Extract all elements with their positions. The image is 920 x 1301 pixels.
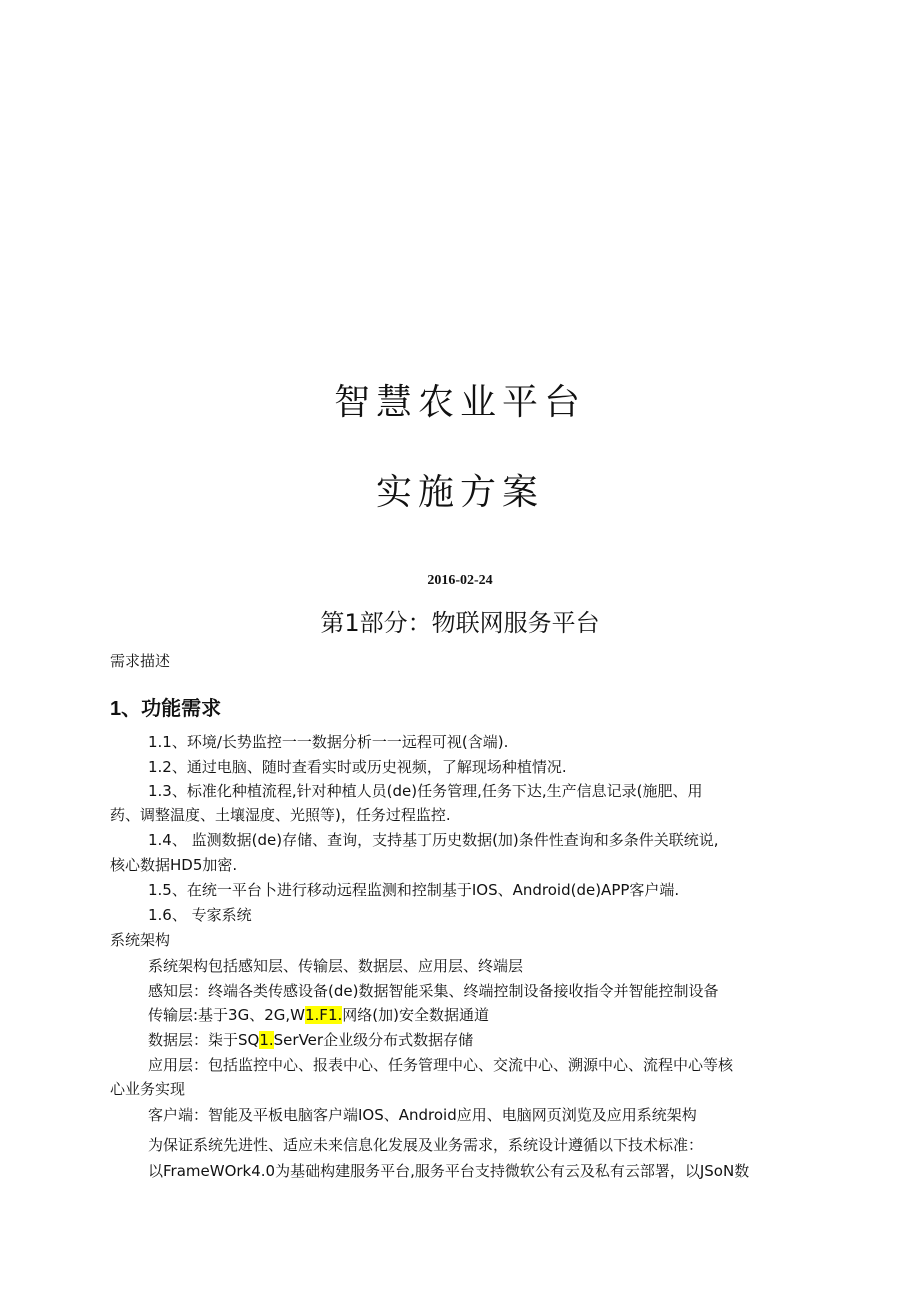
requirement-item: 1.1、环境/长势监控一一数据分析一一远程可视(含端). bbox=[148, 733, 509, 751]
data-highlight: 1. bbox=[259, 1031, 274, 1049]
architecture-transport-layer bbox=[148, 1004, 489, 1026]
transport-text-start: 传输层:基于3G、2G,W bbox=[148, 1006, 305, 1024]
section-label-architecture: 系统架构 bbox=[110, 931, 171, 949]
architecture-intro: 系统架构包括感知层、传输层、数据层、应用层、终端层 bbox=[148, 957, 524, 975]
requirement-item-continued: 药、调整温度、土壤湿度、光照等)，任务过程监控. bbox=[110, 806, 451, 824]
document-title: 智慧农业平台 bbox=[333, 382, 586, 423]
section-label-requirements: 需求描述 bbox=[110, 652, 171, 670]
requirement-item: 1.4、 监测数据(de)存储、查询，支持基丁历史数据(加)条件性查询和多条件关联统说, bbox=[148, 831, 719, 849]
architecture-data-layer bbox=[148, 1029, 473, 1051]
architecture-client: 客户端：智能及平板电脑客户端IOS、Android应用、电脑网页浏览及应用系统架构 bbox=[148, 1106, 697, 1124]
framework-paragraph: 以FrameWOrk4.0为基础构建服务平台,服务平台支持微软公有云及私有云部署，以JSoN数 bbox=[148, 1162, 750, 1180]
document-subtitle: 实施方案 bbox=[375, 472, 544, 513]
data-text-end: SerVer企业级分布式数据存储 bbox=[273, 1031, 474, 1049]
requirement-item: 1.5、在统一平台卜进行移动远程监测和控制基于IOS、Android(de)APP客户端. bbox=[148, 881, 680, 899]
requirement-item: 1.2、通过电脑、随时查看实时或历史视频，了解现场种植情况. bbox=[148, 758, 567, 776]
transport-highlight: 1.F1. bbox=[305, 1006, 343, 1024]
requirement-item: 1.6、 专家系统 bbox=[148, 906, 252, 924]
part-title: 第1部分：物联网服务平台 bbox=[320, 609, 600, 637]
architecture-application-layer-continued: 心业务实现 bbox=[110, 1080, 186, 1098]
technical-standards: 为保证系统先进性、适应未来信息化发展及业务需求，系统设计遵循以下技术标准： bbox=[148, 1136, 704, 1154]
requirement-item-continued: 核心数据HD5加密. bbox=[110, 856, 238, 874]
requirement-item: 1.3、标准化种植流程,针对种植人员(de)任务管理,任务下达,生产信息记录(施肥、用 bbox=[148, 782, 703, 800]
document-date: 2016-02-24 bbox=[427, 573, 493, 588]
transport-text-end: 网络(加)安全数据通道 bbox=[342, 1006, 489, 1024]
architecture-application-layer: 应用层：包括监控中心、报表中心、任务管理中心、交流中心、溯源中心、流程中心等核 bbox=[148, 1056, 734, 1074]
heading-functional-requirements: 1、功能需求 bbox=[110, 698, 222, 720]
architecture-perception-layer: 感知层：终端各类传感设备(de)数据智能采集、终端控制设备接收指令并智能控制设备 bbox=[148, 982, 719, 1000]
data-text-start: 数据层：柒于SQ bbox=[148, 1031, 260, 1049]
